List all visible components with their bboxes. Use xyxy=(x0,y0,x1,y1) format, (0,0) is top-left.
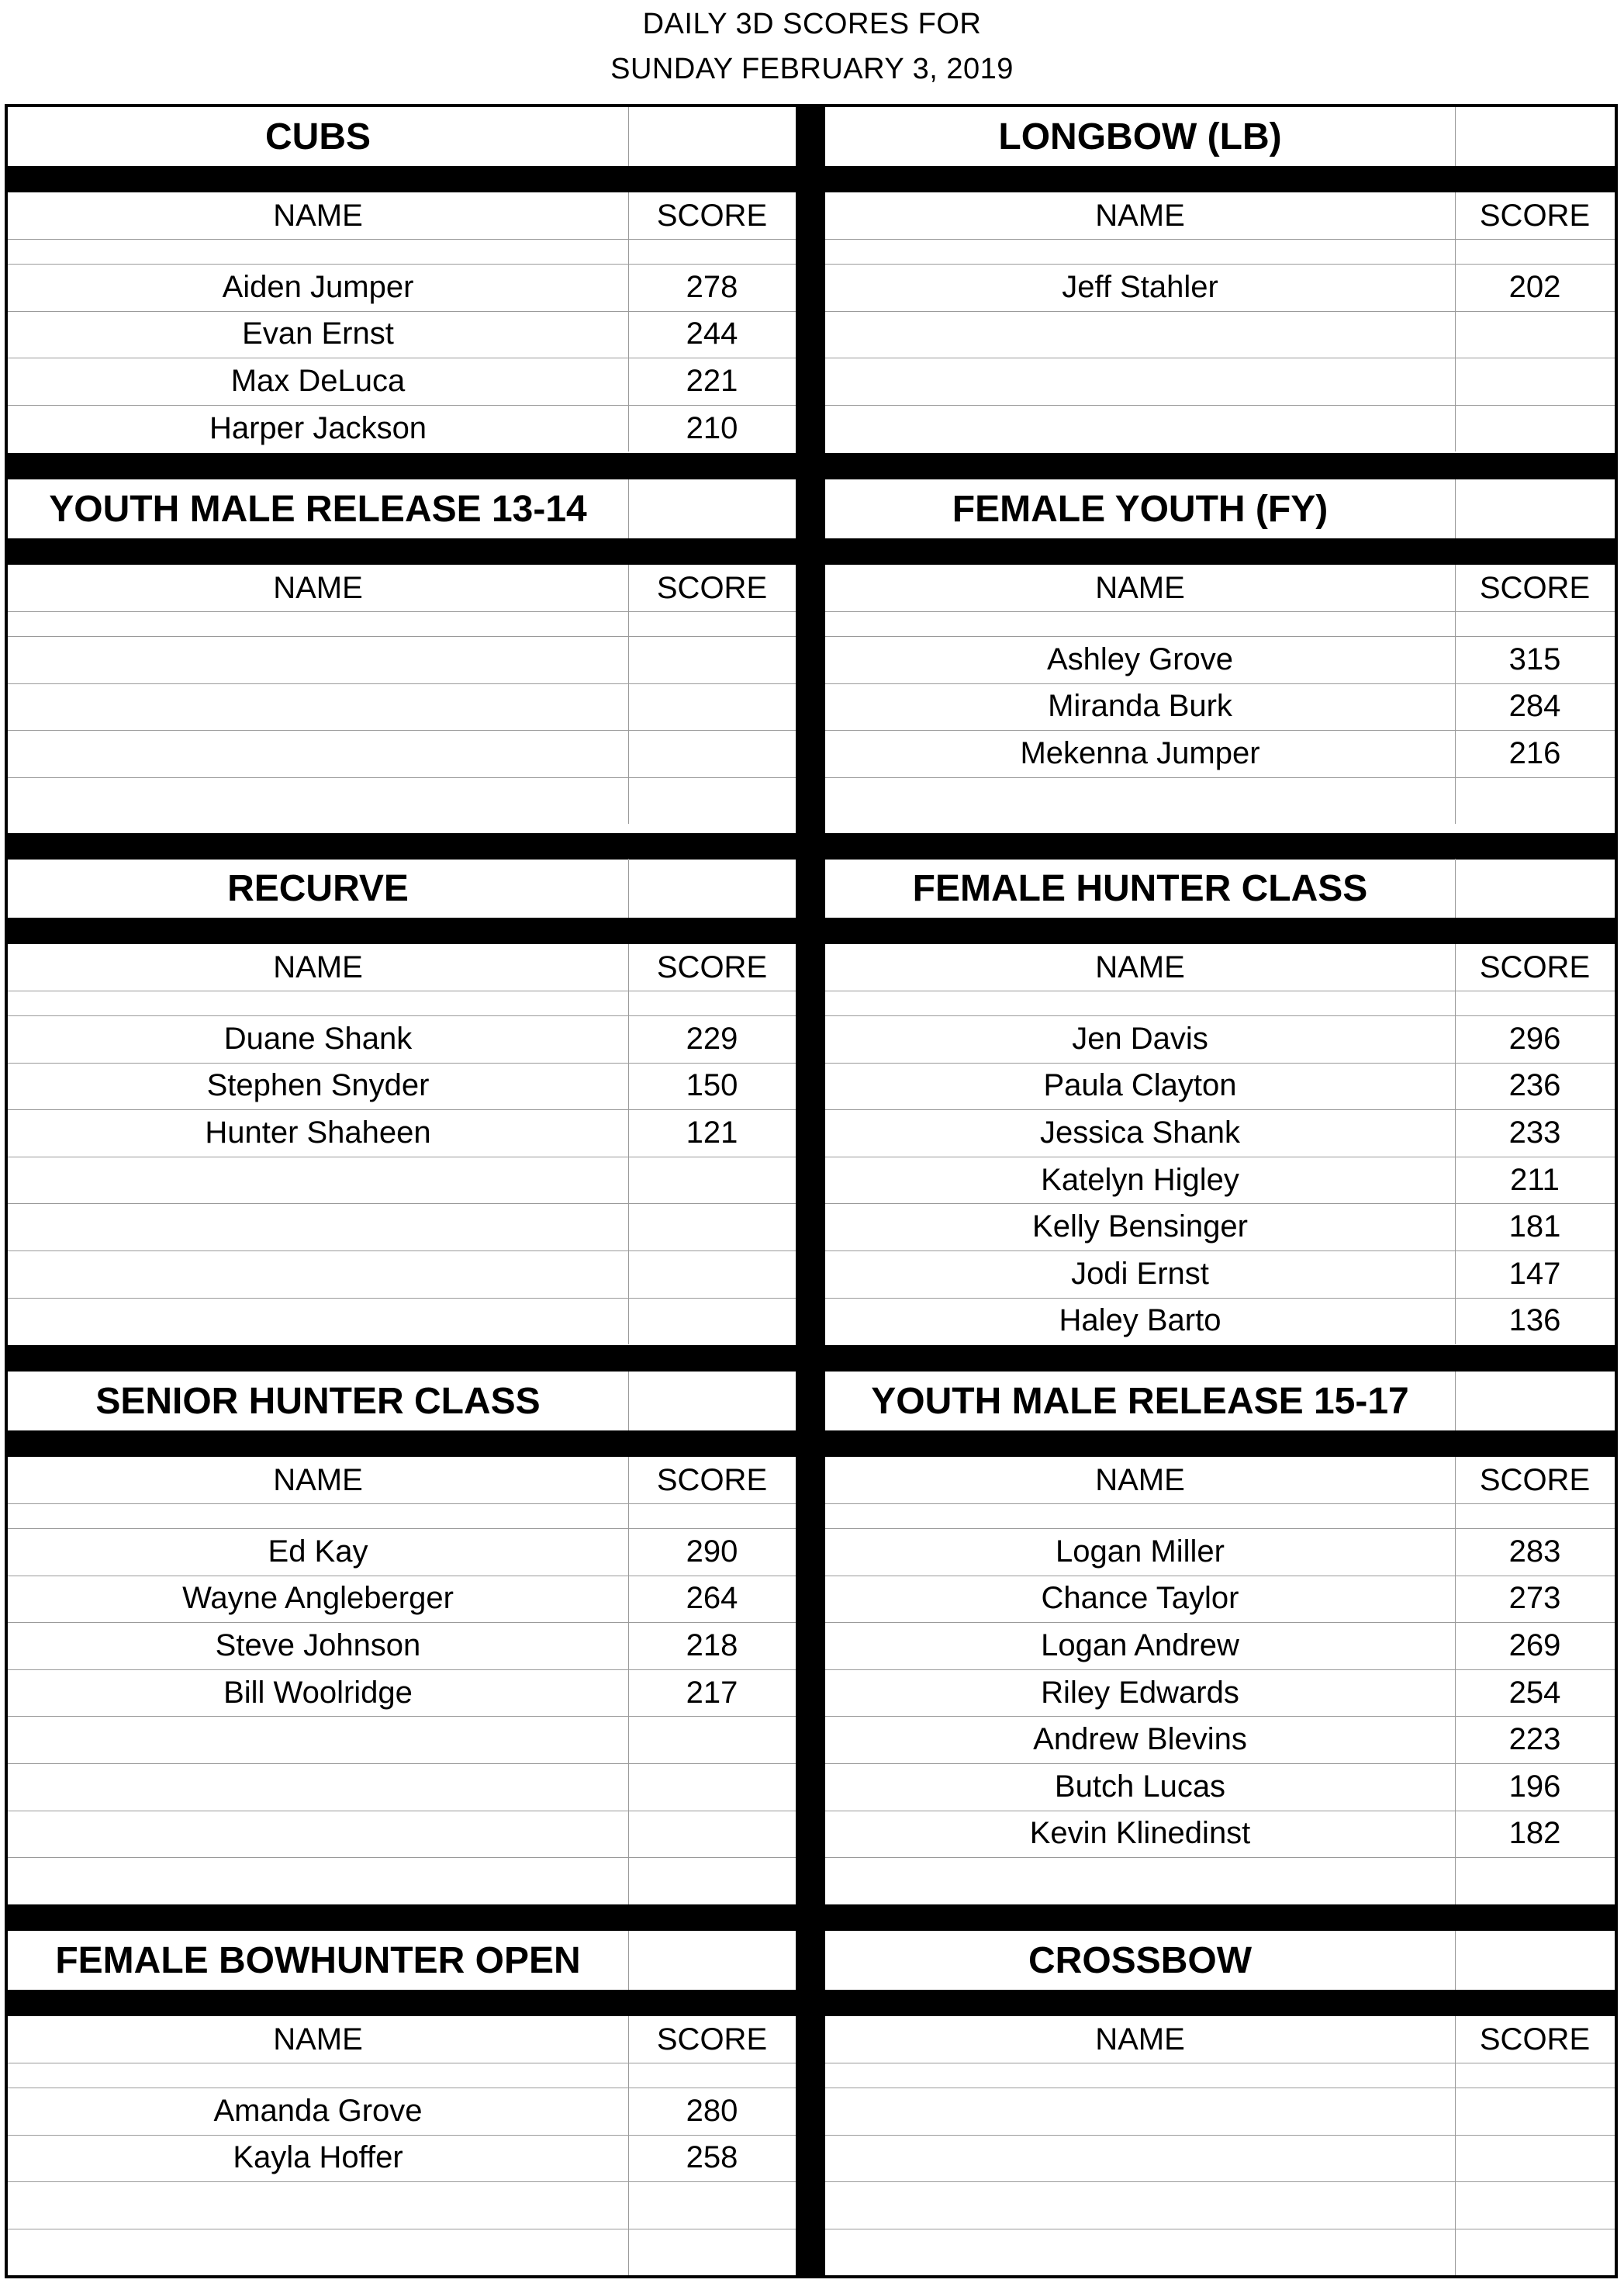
column-separator xyxy=(1455,479,1456,538)
archer-name: Kevin Klinedinst xyxy=(1029,1816,1251,1851)
row-gridline xyxy=(8,239,796,240)
archer-name: Kayla Hoffer xyxy=(233,2140,403,2175)
score-column-header: SCORE xyxy=(1479,570,1591,605)
archer-name xyxy=(8,1157,628,1204)
name-column-header: NAME xyxy=(273,2022,363,2056)
row-gridline xyxy=(825,1503,1615,1504)
archer-name xyxy=(8,1763,628,1811)
archer-name: Logan Andrew xyxy=(1041,1628,1239,1662)
category-header-bar xyxy=(8,538,1615,565)
archer-name: Steve Johnson xyxy=(215,1628,421,1662)
title-line-1: DAILY 3D SCORES FOR xyxy=(642,8,982,40)
archer-score xyxy=(628,1298,796,1345)
section-divider-bar xyxy=(8,1904,1615,1931)
archer-score xyxy=(1455,2135,1615,2182)
archer-score xyxy=(628,1203,796,1250)
archer-name xyxy=(8,1716,628,1763)
archer-score xyxy=(628,683,796,731)
archer-name: Amanda Grove xyxy=(213,2093,423,2128)
archer-name xyxy=(8,1203,628,1250)
category-title: RECURVE xyxy=(227,867,409,909)
archer-name: Wayne Angleberger xyxy=(182,1581,454,1616)
archer-name xyxy=(825,2181,1455,2229)
archer-score: 216 xyxy=(1508,735,1561,770)
category-title: FEMALE HUNTER CLASS xyxy=(912,867,1368,909)
name-column-header: NAME xyxy=(1095,570,1185,605)
row-gridline xyxy=(825,611,1615,612)
column-separator xyxy=(628,1931,629,1990)
archer-name: Max DeLuca xyxy=(230,363,406,398)
name-column-header: NAME xyxy=(273,1462,363,1497)
archer-name xyxy=(8,730,628,777)
archer-name: Riley Edwards xyxy=(1041,1675,1239,1710)
column-separator xyxy=(628,479,629,538)
archer-name: Hunter Shaheen xyxy=(205,1115,431,1150)
archer-score: 258 xyxy=(686,2140,738,2175)
name-column-header: NAME xyxy=(1095,1462,1185,1497)
archer-score: 217 xyxy=(686,1675,738,1710)
archer-score xyxy=(628,1157,796,1204)
archer-name xyxy=(8,1811,628,1858)
archer-name: Ashley Grove xyxy=(1046,642,1234,676)
archer-name: Miranda Burk xyxy=(1048,689,1232,724)
category-header-bar xyxy=(8,1990,1615,2016)
archer-score: 196 xyxy=(1508,1769,1561,1804)
archer-name: Harper Jackson xyxy=(209,410,427,445)
archer-score: 150 xyxy=(686,1068,738,1103)
archer-score xyxy=(1455,358,1615,405)
archer-name xyxy=(8,1250,628,1298)
archer-score xyxy=(628,2229,796,2276)
archer-score: 269 xyxy=(1508,1628,1561,1662)
archer-score: 273 xyxy=(1508,1581,1561,1616)
archer-score: 218 xyxy=(686,1628,738,1662)
archer-name: Mekenna Jumper xyxy=(1020,735,1260,770)
name-column-header: NAME xyxy=(273,198,363,233)
archer-score: 284 xyxy=(1508,689,1561,724)
score-column-header: SCORE xyxy=(656,570,768,605)
section-divider-bar xyxy=(8,453,1615,479)
archer-name xyxy=(8,1298,628,1345)
archer-name xyxy=(8,2229,628,2276)
archer-score xyxy=(628,730,796,777)
name-column-header: NAME xyxy=(273,950,363,984)
archer-score: 147 xyxy=(1508,1256,1561,1291)
section-divider-bar xyxy=(8,1345,1615,1372)
archer-name xyxy=(8,1857,628,1904)
archer-name xyxy=(825,2135,1455,2182)
archer-score xyxy=(628,1857,796,1904)
archer-name xyxy=(825,358,1455,405)
archer-score xyxy=(1455,2181,1615,2229)
row-gridline xyxy=(8,611,796,612)
archer-score: 315 xyxy=(1508,642,1561,676)
archer-score: 229 xyxy=(686,1021,738,1056)
archer-score: 136 xyxy=(1508,1303,1561,1338)
column-separator xyxy=(628,859,629,918)
archer-name: Kelly Bensinger xyxy=(1032,1209,1248,1244)
name-column-header: NAME xyxy=(1095,198,1185,233)
category-header-bar xyxy=(8,918,1615,944)
archer-name xyxy=(825,2088,1455,2135)
archer-name: Katelyn Higley xyxy=(1041,1162,1239,1197)
archer-name: Logan Miller xyxy=(1056,1534,1225,1569)
archer-name xyxy=(8,777,628,825)
archer-name: Chance Taylor xyxy=(1041,1581,1239,1616)
archer-score xyxy=(628,777,796,825)
archer-score xyxy=(1455,2088,1615,2135)
column-separator xyxy=(1455,859,1456,918)
category-header-bar xyxy=(8,1430,1615,1457)
archer-score xyxy=(628,1716,796,1763)
archer-score xyxy=(628,1811,796,1858)
archer-name: Bill Woolridge xyxy=(223,1675,413,1710)
column-separator xyxy=(1455,107,1456,166)
archer-score: 181 xyxy=(1508,1209,1561,1244)
category-title: CUBS xyxy=(264,116,371,157)
archer-name: Haley Barto xyxy=(1059,1303,1221,1338)
category-title: CROSSBOW xyxy=(1028,1939,1252,1981)
category-title: LONGBOW (LB) xyxy=(998,116,1282,157)
archer-name xyxy=(825,1857,1455,1904)
archer-score: 254 xyxy=(1508,1675,1561,1710)
name-column-header: NAME xyxy=(1095,2022,1185,2056)
column-separator xyxy=(1455,1372,1456,1430)
archer-name xyxy=(8,683,628,731)
archer-score: 210 xyxy=(686,410,738,445)
archer-score: 236 xyxy=(1508,1068,1561,1103)
category-title: YOUTH MALE RELEASE 15-17 xyxy=(871,1380,1409,1422)
archer-score: 290 xyxy=(686,1534,738,1569)
score-column-header: SCORE xyxy=(1479,198,1591,233)
archer-score: 296 xyxy=(1508,1021,1561,1056)
archer-name: Paula Clayton xyxy=(1043,1068,1237,1103)
category-title: YOUTH MALE RELEASE 13-14 xyxy=(49,488,587,530)
archer-score: 283 xyxy=(1508,1534,1561,1569)
archer-score: 182 xyxy=(1508,1816,1561,1851)
archer-score: 278 xyxy=(686,269,738,304)
archer-name xyxy=(825,777,1455,825)
score-column-header: SCORE xyxy=(656,2022,768,2056)
scoreboard-grid xyxy=(5,104,1618,2278)
archer-score xyxy=(628,1763,796,1811)
archer-name: Andrew Blevins xyxy=(1033,1722,1247,1757)
category-header-bar xyxy=(8,166,1615,192)
archer-score xyxy=(1455,311,1615,358)
score-column-header: SCORE xyxy=(1479,2022,1591,2056)
archer-name: Stephen Snyder xyxy=(206,1068,430,1103)
archer-score xyxy=(628,1250,796,1298)
archer-name xyxy=(825,311,1455,358)
row-gridline xyxy=(825,239,1615,240)
archer-score xyxy=(1455,2229,1615,2276)
score-column-header: SCORE xyxy=(656,950,768,984)
score-column-header: SCORE xyxy=(1479,950,1591,984)
center-divider xyxy=(796,107,825,2275)
archer-name: Evan Ernst xyxy=(242,317,394,351)
row-gridline xyxy=(8,1503,796,1504)
name-column-header: NAME xyxy=(273,570,363,605)
archer-score: 244 xyxy=(686,317,738,351)
archer-name: Jessica Shank xyxy=(1040,1115,1240,1150)
archer-score xyxy=(1455,405,1615,452)
archer-name xyxy=(8,636,628,683)
score-column-header: SCORE xyxy=(656,198,768,233)
category-title: FEMALE YOUTH (FY) xyxy=(952,488,1329,530)
category-title: FEMALE BOWHUNTER OPEN xyxy=(55,1939,581,1981)
archer-name: Duane Shank xyxy=(223,1021,413,1056)
archer-score: 223 xyxy=(1508,1722,1561,1757)
archer-name xyxy=(825,2229,1455,2276)
archer-score: 202 xyxy=(1508,269,1561,304)
archer-name: Butch Lucas xyxy=(1054,1769,1226,1804)
score-column-header: SCORE xyxy=(656,1462,768,1497)
archer-score: 211 xyxy=(1510,1162,1560,1197)
archer-name: Aiden Jumper xyxy=(222,269,414,304)
archer-score: 233 xyxy=(1508,1115,1561,1150)
archer-name xyxy=(8,2181,628,2229)
archer-score xyxy=(628,636,796,683)
column-separator xyxy=(628,1372,629,1430)
section-divider-bar xyxy=(8,833,1615,860)
archer-score: 121 xyxy=(686,1115,738,1150)
column-separator xyxy=(628,107,629,166)
archer-name: Ed Kay xyxy=(268,1534,368,1569)
archer-score: 280 xyxy=(686,2093,738,2128)
archer-name xyxy=(825,405,1455,452)
archer-name: Jen Davis xyxy=(1072,1021,1208,1056)
archer-name: Jeff Stahler xyxy=(1062,269,1218,304)
score-column-header: SCORE xyxy=(1479,1462,1591,1497)
title-line-2: SUNDAY FEBRUARY 3, 2019 xyxy=(610,53,1014,85)
column-separator xyxy=(1455,1931,1456,1990)
archer-name: Jodi Ernst xyxy=(1071,1256,1209,1291)
archer-score: 264 xyxy=(686,1581,738,1616)
archer-score xyxy=(628,2181,796,2229)
category-title: SENIOR HUNTER CLASS xyxy=(95,1380,541,1422)
archer-score: 221 xyxy=(686,363,738,398)
archer-score xyxy=(1455,1857,1615,1904)
name-column-header: NAME xyxy=(1095,950,1185,984)
archer-score xyxy=(1455,777,1615,825)
